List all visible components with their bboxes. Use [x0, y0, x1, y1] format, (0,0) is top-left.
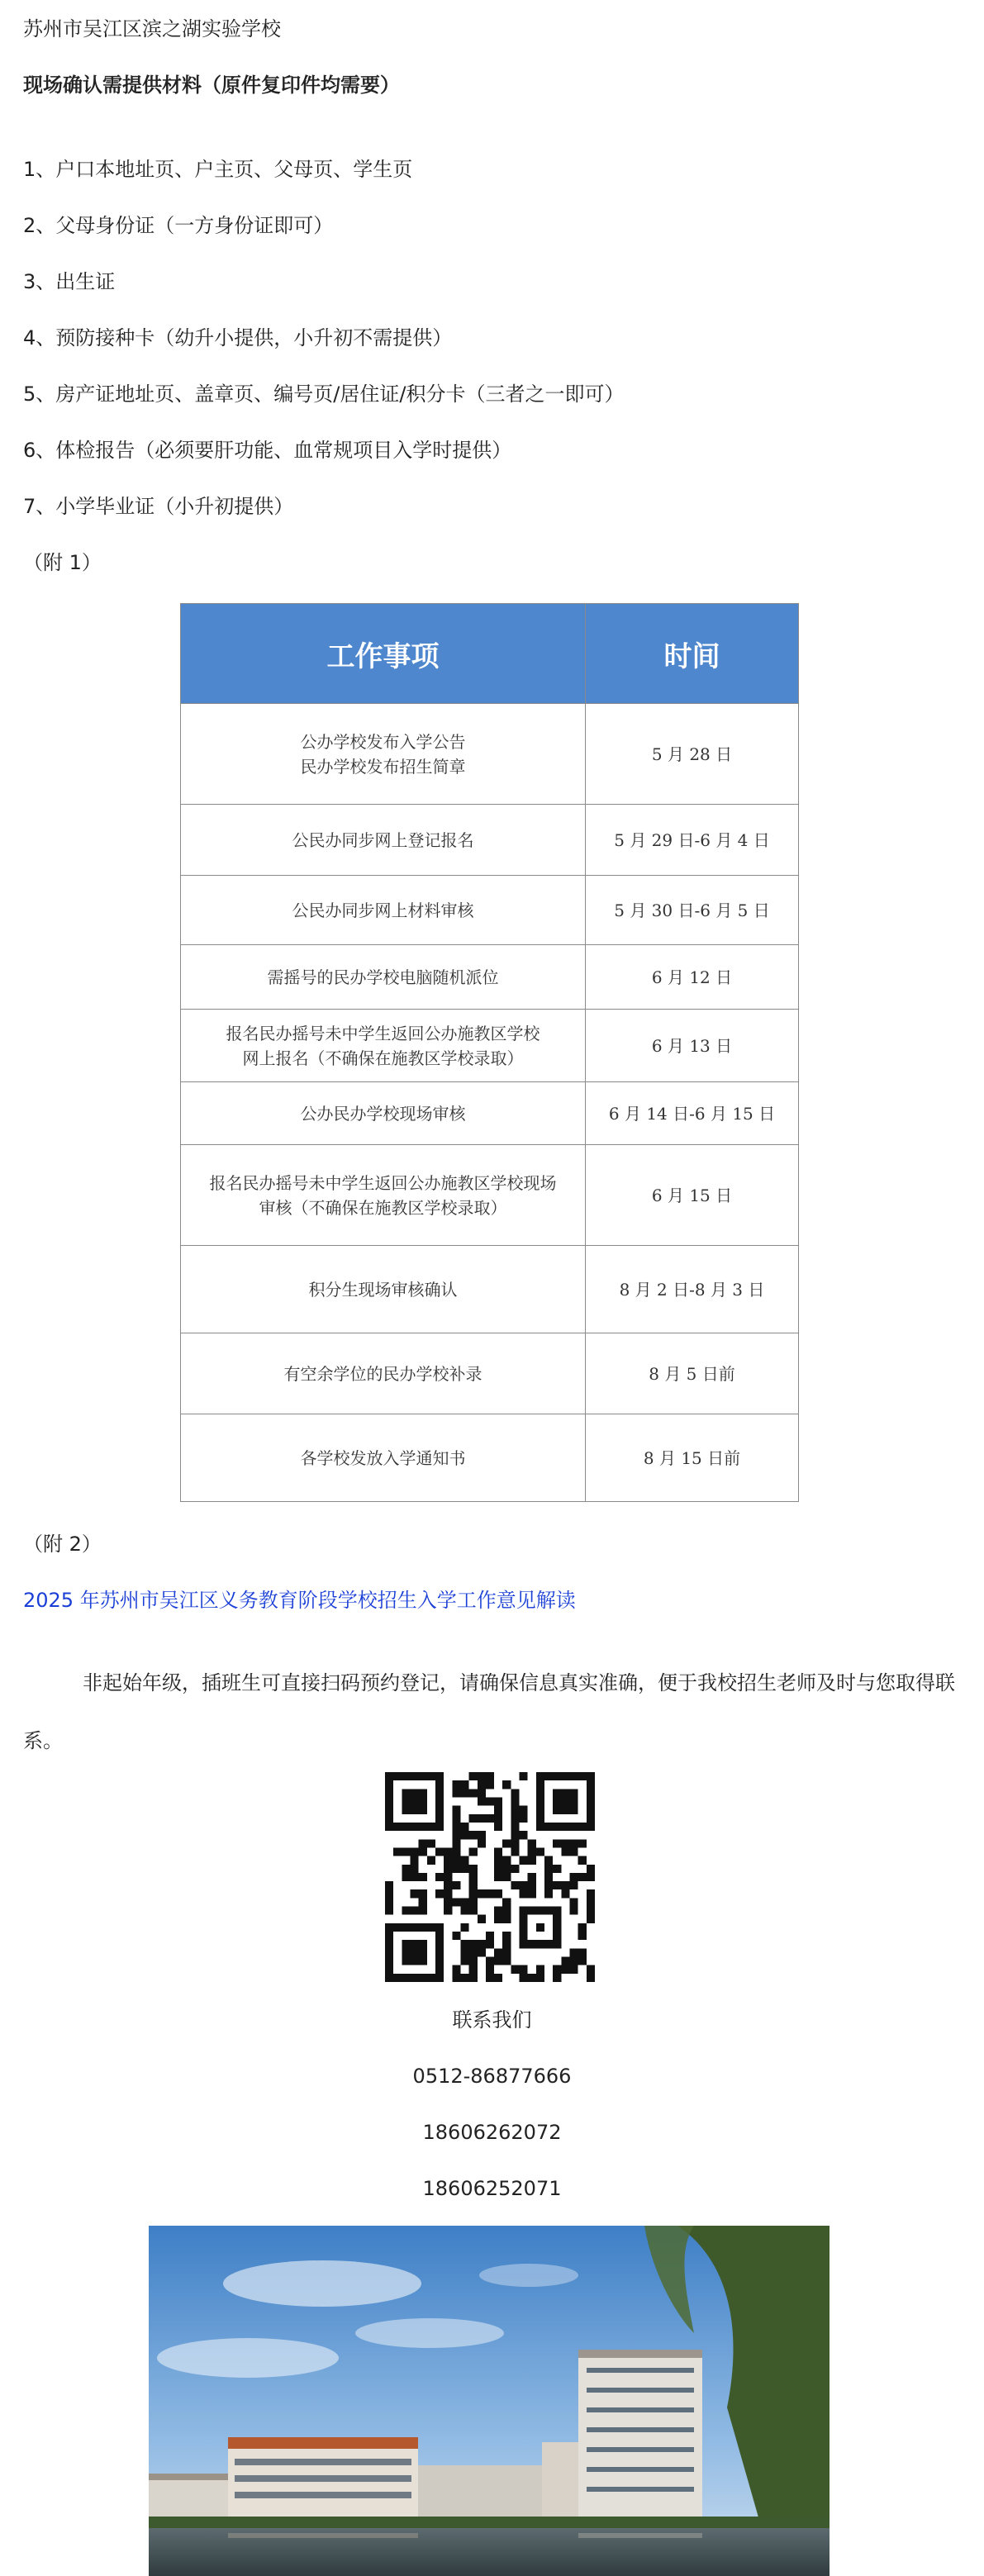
table-row	[181, 1333, 799, 1414]
school-building-photo	[149, 2226, 830, 2576]
header-task: 工作事项	[181, 604, 586, 704]
task-cell	[181, 1246, 586, 1333]
table-row	[181, 945, 799, 1010]
header-time: 时间	[586, 604, 799, 704]
task-line: 公办民办学校现场审核	[300, 1103, 466, 1124]
task-line: 报名民办摇号未中学生返回公办施教区学校现场	[209, 1172, 557, 1193]
material-item-3: 3、出生证	[23, 270, 116, 293]
material-item-2: 2、父母身份证（一方身份证即可）	[23, 214, 334, 237]
material-item-1: 1、户口本地址页、户主页、父母页、学生页	[23, 158, 413, 181]
material-item-6: 6、体检报告（必须要肝功能、血常规项目入学时提供）	[23, 439, 512, 462]
task-line: 审核（不确保在施教区学校录取）	[259, 1197, 507, 1218]
table-row	[181, 704, 799, 805]
task-line: 民办学校发布招生简章	[300, 756, 466, 777]
task-cell	[181, 1145, 586, 1246]
school-name: 苏州市吴江区滨之湖实验学校	[23, 17, 281, 40]
task-line: 网上报名（不确保在施教区学校录取）	[242, 1048, 524, 1068]
qr-code-icon	[385, 1772, 595, 1982]
material-item-7: 7、小学毕业证（小升初提供）	[23, 495, 294, 518]
time-cell: 6 月 15 日	[586, 1145, 799, 1246]
notice-paragraph: 非起始年级，插班生可直接扫码预约登记，请确保信息真实准确，便于我校招生老师及时与您取得联系。	[23, 1671, 955, 1752]
task-line: 各学校发放入学通知书	[300, 1447, 466, 1468]
task-line: 公民办同步网上登记报名	[292, 829, 474, 850]
table-row	[181, 1414, 799, 1502]
contact-phone-1: 0512-86877666	[412, 2065, 572, 2088]
time-cell: 8 月 5 日前	[586, 1333, 799, 1414]
appendix-2-label: （附 2）	[23, 1533, 102, 1556]
task-line: 报名民办摇号未中学生返回公办施教区学校	[226, 1023, 540, 1043]
task-line: 需摇号的民办学校电脑随机派位	[267, 967, 499, 987]
task-cell	[181, 1333, 586, 1414]
time-cell: 6 月 14 日-6 月 15 日	[586, 1082, 799, 1145]
material-item-5: 5、房产证地址页、盖章页、编号页/居住证/积分卡（三者之一即可）	[23, 383, 625, 406]
task-cell	[181, 876, 586, 945]
task-cell	[181, 1082, 586, 1145]
table-row	[181, 1246, 799, 1333]
task-cell	[181, 1010, 586, 1082]
appendix-1-label: （附 1）	[23, 551, 102, 574]
contact-label: 联系我们	[452, 2008, 532, 2032]
table-row	[181, 1082, 799, 1145]
material-item-4: 4、预防接种卡（幼升小提供，小升初不需提供）	[23, 326, 453, 349]
task-line: 有空余学位的民办学校补录	[283, 1363, 482, 1384]
table-row	[181, 1010, 799, 1082]
time-cell: 8 月 2 日-8 月 3 日	[586, 1246, 799, 1333]
time-cell: 6 月 12 日	[586, 945, 799, 1010]
time-cell: 6 月 13 日	[586, 1010, 799, 1082]
table-row	[181, 876, 799, 945]
table-row	[181, 1145, 799, 1246]
table-header-row	[181, 604, 799, 704]
task-line: 积分生现场审核确认	[308, 1279, 458, 1300]
contact-phone-2: 18606262072	[422, 2121, 562, 2144]
contact-phone-3: 18606252071	[422, 2177, 562, 2200]
time-cell: 5 月 29 日-6 月 4 日	[586, 805, 799, 876]
task-cell	[181, 704, 586, 805]
table-row	[181, 805, 799, 876]
task-cell	[181, 945, 586, 1010]
time-cell: 5 月 30 日-6 月 5 日	[586, 876, 799, 945]
schedule-table	[180, 603, 799, 1502]
task-line: 公办学校发布入学公告	[300, 731, 466, 752]
policy-interpretation-link[interactable]: 2025 年苏州市吴江区义务教育阶段学校招生入学工作意见解读	[23, 1589, 576, 1612]
materials-heading: 现场确认需提供材料（原件复印件均需要）	[23, 74, 400, 97]
task-cell	[181, 1414, 586, 1502]
task-line: 公民办同步网上材料审核	[292, 900, 474, 920]
time-cell: 5 月 28 日	[586, 704, 799, 805]
task-cell	[181, 805, 586, 876]
time-cell: 8 月 15 日前	[586, 1414, 799, 1502]
